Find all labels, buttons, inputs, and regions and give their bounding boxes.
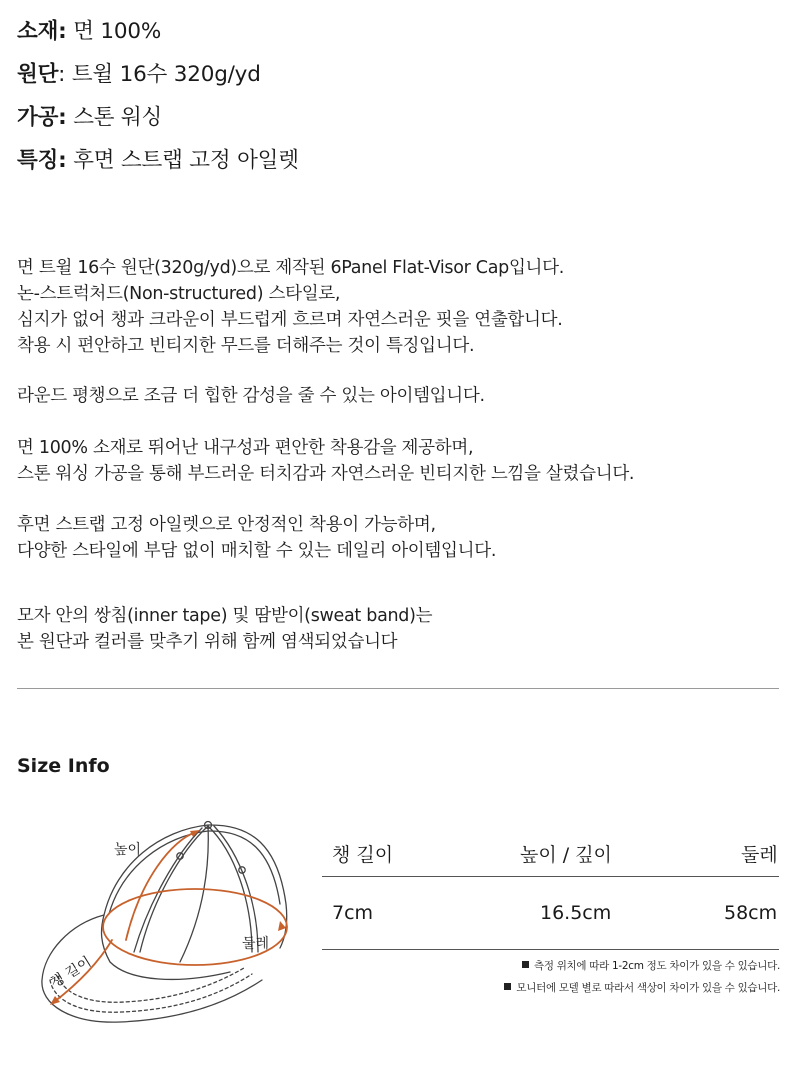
description-paragraph xyxy=(17,255,564,359)
diagram-label-height: 높이 xyxy=(114,842,142,858)
description-paragraph xyxy=(17,435,634,487)
spec-process xyxy=(17,105,162,131)
diagram-label-brim: 챙 길이 xyxy=(47,953,95,992)
spec-value: : 트윌 16수 320g/yd xyxy=(58,62,261,87)
spec-value: 면 100% xyxy=(73,19,162,44)
cap-diagram-icon xyxy=(30,812,320,1062)
table-rule xyxy=(322,876,779,877)
table-rule xyxy=(322,949,779,950)
bullet-square-icon xyxy=(522,961,529,968)
spec-label: 특징: xyxy=(17,148,67,173)
diagram-label-circumference: 둘레 xyxy=(242,936,270,952)
table-header-height: 높이 / 깊이 xyxy=(520,844,612,866)
spec-label: 원단 xyxy=(17,62,59,87)
table-cell-circumference: 58cm xyxy=(724,902,778,924)
table-header-circumference: 둘레 xyxy=(741,844,778,866)
size-note xyxy=(522,958,780,973)
description-paragraph xyxy=(17,512,496,564)
description-line: 라운드 평챙으로 조금 더 힙한 감성을 줄 수 있는 아이템입니다. xyxy=(17,386,485,406)
description-line: 착용 시 편안하고 빈티지한 무드를 더해주는 것이 특징입니다. xyxy=(17,336,475,356)
spec-fabric xyxy=(17,62,261,88)
size-info-title: Size Info xyxy=(17,755,110,777)
table-cell-brim: 7cm xyxy=(332,902,374,924)
spec-label: 가공: xyxy=(17,105,67,130)
description-line: 본 원단과 컬러를 맞추기 위해 함께 염색되었습니다 xyxy=(17,632,398,652)
description-line: 후면 스트랩 고정 아일렛으로 안정적인 착용이 가능하며, xyxy=(17,515,436,535)
size-note xyxy=(504,980,780,995)
description-line: 면 100% 소재로 뛰어난 내구성과 편안한 착용감을 제공하며, xyxy=(17,438,474,458)
spec-label: 소재: xyxy=(17,19,67,44)
description-paragraph xyxy=(17,603,432,655)
table-header-brim: 챙 길이 xyxy=(332,844,394,866)
spec-feature xyxy=(17,148,299,174)
description-line: 모자 안의 쌍침(inner tape) 및 땀받이(sweat band)는 xyxy=(17,606,433,626)
description-paragraph xyxy=(17,383,485,409)
description-line: 논-스트럭처드(Non-structured) 스타일로, xyxy=(17,284,341,304)
description-line: 다양한 스타일에 부담 없이 매치할 수 있는 데일리 아이템입니다. xyxy=(17,541,497,561)
description-line: 면 트윌 16수 원단(320g/yd)으로 제작된 6Panel Flat-Visor Cap입니다. xyxy=(17,258,565,278)
description-line: 스톤 워싱 가공을 통해 부드러운 터치감과 자연스러운 빈티지한 느낌을 살렸습니다. xyxy=(17,464,635,484)
spec-material xyxy=(17,19,161,45)
spec-value: 스톤 워싱 xyxy=(73,105,163,130)
spec-value: 후면 스트랩 고정 아일렛 xyxy=(73,148,299,173)
bullet-square-icon xyxy=(504,983,511,990)
size-note-text: 측정 위치에 따라 1-2cm 정도 차이가 있을 수 있습니다. xyxy=(533,960,780,972)
size-note-text: 모니터에 모델 별로 따라서 색상이 차이가 있을 수 있습니다. xyxy=(516,982,780,994)
description-line: 심지가 없어 챙과 크라운이 부드럽게 흐르며 자연스러운 핏을 연출합니다. xyxy=(17,310,563,330)
section-divider xyxy=(17,688,779,689)
table-cell-height: 16.5cm xyxy=(540,902,612,924)
